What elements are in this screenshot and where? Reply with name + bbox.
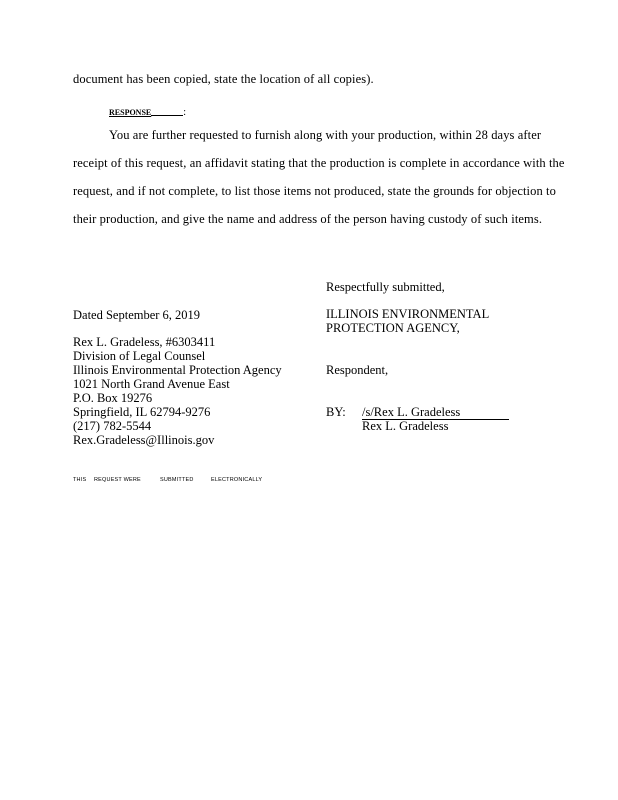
agency-line: ILLINOIS ENVIRONMENTAL (326, 307, 490, 321)
footer-note-word: THIS (73, 477, 87, 483)
paragraph-line: You are further requested to furnish along with your production, within 28 days after (109, 128, 542, 142)
respectfully-submitted: Respectfully submitted, (326, 280, 445, 294)
agency-line: PROTECTION AGENCY, (326, 321, 460, 335)
address-line: 1021 North Grand Avenue East (73, 377, 230, 391)
footer-note-word: REQUEST WERE (94, 477, 141, 483)
text-line: document has been copied, state the location of all copies). (73, 72, 374, 86)
footer-note-word: SUBMITTED (160, 477, 194, 483)
address-line: P.O. Box 19276 (73, 391, 153, 405)
signer-name: Rex L. Gradeless (362, 419, 449, 433)
signature-text: /s/Rex L. Gradeless (362, 405, 509, 420)
footer-note-word: ELECTRONICALLY (211, 477, 263, 483)
paragraph-line: their production, and give the name and address of the person having custody of such items. (73, 212, 543, 226)
address-line: Division of Legal Counsel (73, 349, 206, 363)
paragraph-line: receipt of this request, an affidavit stating that the production is complete in accordance with the (73, 156, 565, 170)
response-underline (151, 115, 183, 116)
response-colon: : (183, 107, 187, 118)
respondent-label: Respondent, (326, 363, 389, 377)
address-line: Springfield, IL 62794-9276 (73, 405, 211, 419)
address-line: Rex L. Gradeless, #6303411 (73, 335, 216, 349)
email-line: Rex.Gradeless@Illinois.gov (73, 433, 215, 447)
response-label: RESPONSE (109, 108, 152, 117)
agency-name (326, 307, 489, 335)
response-heading (109, 102, 186, 120)
paragraph-line: request, and if not complete, to list those items not produced, state the grounds for objection to (73, 184, 556, 198)
by-label: BY: (326, 405, 346, 419)
address-line: (217) 782-5544 (73, 419, 152, 433)
address-line: Illinois Environmental Protection Agency (73, 363, 282, 377)
dated-line: Dated September 6, 2019 (73, 308, 201, 322)
signature-line (362, 405, 509, 420)
attorney-address-block (73, 335, 282, 447)
